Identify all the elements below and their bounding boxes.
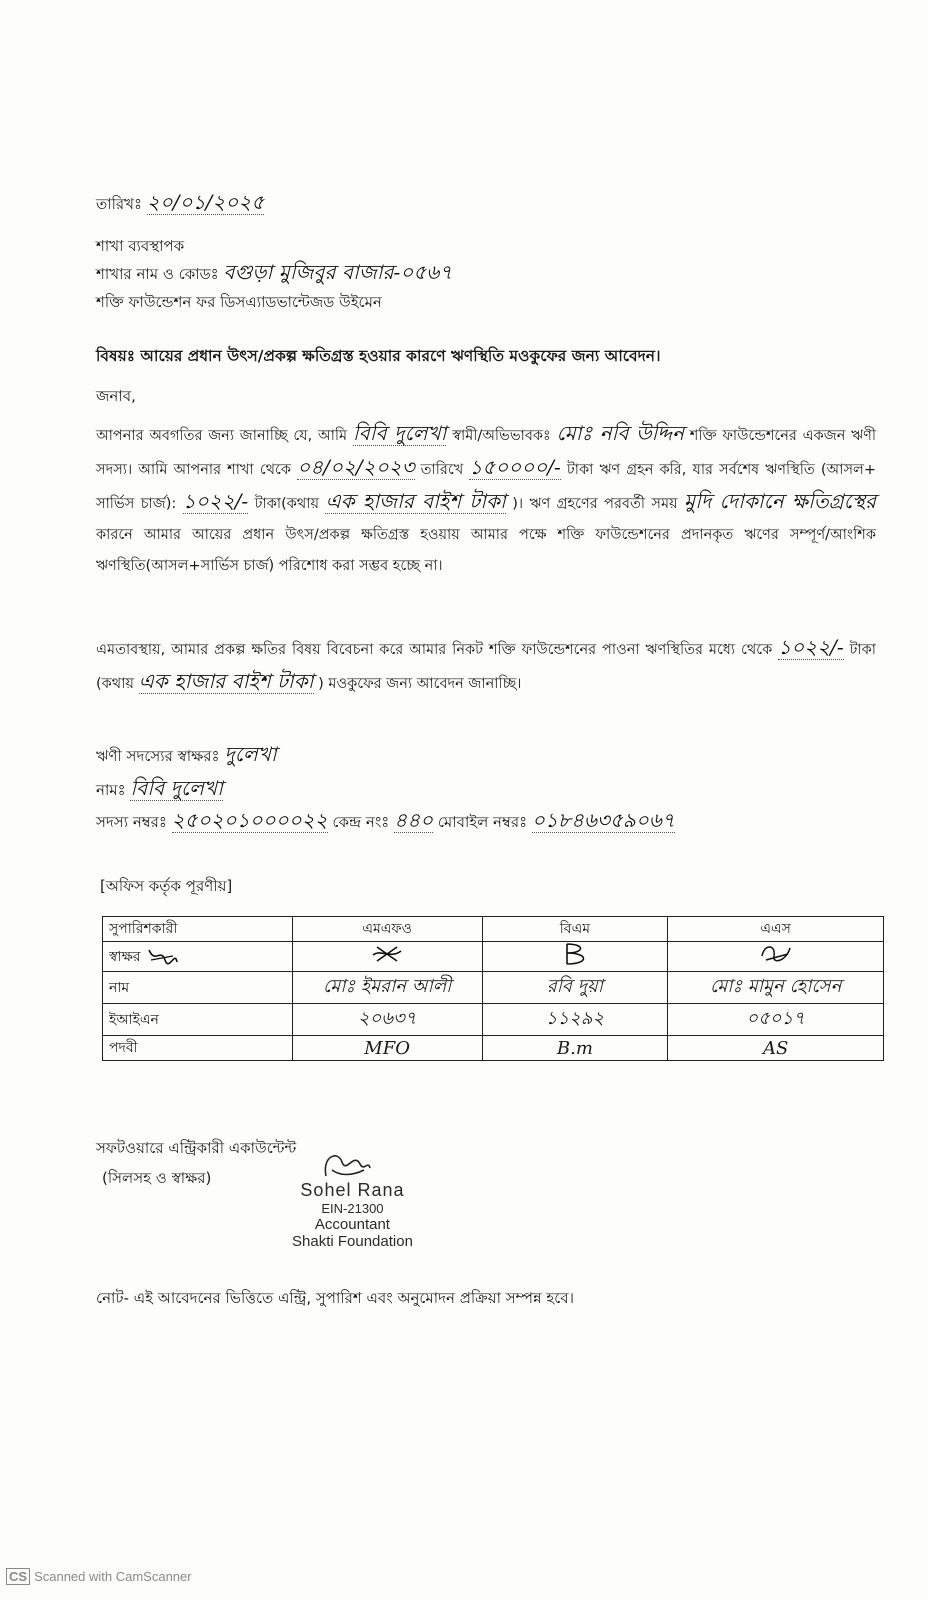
bm-ein: ১১২৯২ — [482, 1004, 668, 1036]
mfo-name: মোঃ ইমরান আলী — [292, 972, 482, 1004]
mfo-signature-mark — [367, 943, 407, 965]
loan-balance-words: এক হাজার বাইশ টাকা — [325, 489, 506, 513]
paragraph-2 — [96, 632, 876, 700]
row-label-designation: পদবী — [103, 1036, 293, 1061]
as-signature-mark — [756, 942, 796, 966]
guardian-name: মোঃ নবি উদ্দিন — [556, 421, 685, 445]
date-label: তারিখঃ — [96, 195, 142, 213]
p2-text-a: এমতাবস্থায়, আমার প্রকল্প ক্ষতির বিষয় বিবেচনা করে আমার নিকট শক্তি ফাউন্ডেশনের পাওনা ঋণস্থিতির মধ্যে থেকে — [96, 642, 773, 658]
date-line — [96, 192, 264, 214]
mobile-number: ০১৮৪৬৩৫৯০৬৭ — [531, 808, 675, 832]
member-name-label: নামঃ — [96, 781, 126, 799]
p1-text-b: স্বামী/অভিভাবকঃ — [452, 428, 551, 444]
camscanner-badge: CS — [6, 1568, 30, 1585]
paragraph-1 — [96, 418, 876, 582]
member-sign-label: ঋণী সদস্যের স্বাক্ষরঃ — [96, 747, 220, 765]
row-label-name: নাম — [103, 972, 293, 1004]
accountant-line: সফটওয়ারে এন্ট্রিকারী একাউন্টেন্ট — [96, 1139, 297, 1157]
row-label-signature — [103, 942, 293, 972]
table-row — [103, 1004, 884, 1036]
accountant-seal-note: (সিলসহ ও স্বাক্ষর) — [102, 1169, 212, 1187]
branch-label: শাখার নাম ও কোডঃ — [96, 265, 219, 283]
center-number: ৪৪০ — [394, 808, 434, 832]
seal-name: Sohel Rana — [300, 1180, 405, 1200]
bm-designation: B.m — [482, 1036, 668, 1061]
p1-text-c: শক্তি ফাউন্ডেশনের একজন ঋণী সদস্য। আমি আপনার শাখা থেকে — [96, 428, 877, 478]
scanner-watermark — [6, 1568, 192, 1585]
mfo-designation: MFO — [292, 1036, 482, 1061]
note-line: নোট- এই আবেদনের ভিত্তিতে এন্ট্রি, সুপারিশ এবং অনুমোদন প্রক্রিয়া সম্পন্ন হবে। — [96, 1289, 574, 1307]
p1-text-h: কারনে আমার আয়ের প্রধান উৎস/প্রকল্প ক্ষতিগ্রস্ত হওয়ায় আমার পক্ষে শক্তি ফাউন্ডেশনের প্রদানকৃত ঋণের সম্পূর্ণ/আংশিক ঋণস্থিতি(আসল+সার্ভিস চার্জ) পরিশোধ করা সম্ভব হচ্ছে না। — [96, 527, 876, 574]
member-id-line — [96, 810, 675, 832]
loan-amount: ১৫০০০০/- — [469, 455, 561, 479]
member-name: বিবি দুলেখা — [130, 776, 223, 800]
seal-ein: EIN-21300 — [321, 1201, 384, 1216]
p1-text-a: আপনার অবগতির জন্য জানাচ্ছি যে, আমি — [96, 428, 348, 444]
bm-name: রবি দুয়া — [482, 972, 668, 1004]
p2-text-c: ) মওকুফের জন্য আবেদন জানাচ্ছি। — [318, 676, 522, 692]
as-name: মোঃ মামুন হোসেন — [668, 972, 884, 1004]
signature-label-text: স্বাক্ষর — [109, 948, 141, 965]
member-sign-line — [96, 744, 277, 766]
as-signature — [668, 942, 884, 972]
mfo-ein: ২০৬৩৭ — [292, 1004, 482, 1036]
branch-line — [96, 262, 452, 284]
p1-text-f: টাকা(কথায় — [254, 496, 320, 512]
p1-text-d: তারিখে — [420, 462, 464, 478]
col-header-bm: বিএম — [482, 917, 668, 942]
col-header-as: এএস — [668, 917, 884, 942]
camscanner-text: Scanned with CamScanner — [34, 1569, 192, 1584]
date-value: ২০/০১/২০২৫ — [146, 190, 265, 214]
as-ein: ০৫০১৭ — [668, 1004, 884, 1036]
damage-reason: মুদি দোকানে ক্ষতিগ্রস্থের — [684, 489, 877, 513]
member-id-label: সদস্য নম্বরঃ — [96, 813, 167, 831]
col-header-mfo: এমএফও — [292, 917, 482, 942]
branch-value: বগুড়া মুজিবুর বাজার-০৫৬৭ — [223, 260, 453, 284]
seal-organization: Shakti Foundation — [292, 1233, 413, 1250]
recommendation-table — [102, 916, 884, 1061]
bm-signature — [482, 942, 668, 972]
seal-title: Accountant — [314, 1216, 390, 1233]
member-name-line — [96, 778, 223, 800]
mfo-signature — [292, 942, 482, 972]
mobile-label: মোবাইল নম্বরঃ — [437, 813, 528, 831]
table-row — [103, 917, 884, 942]
member-signature: দুলেখা — [224, 742, 277, 766]
salutation: জনাব, — [96, 387, 136, 405]
recipient-line: শাখা ব্যবস্থাপক — [96, 237, 185, 255]
office-section-title: [অফিস কর্তৃক পূরণীয়] — [100, 877, 233, 895]
p1-text-e: টাকা ঋণ গ্রহন করি, যার সর্বশেষ ঋণস্থিতি (আসল+ সার্ভিস চার্জ): — [96, 462, 876, 512]
bm-signature-mark — [555, 942, 595, 966]
loan-balance: ১০২২/- — [182, 489, 249, 513]
waive-amount: ১০২২/- — [778, 635, 844, 659]
organization-line: শক্তি ফাউন্ডেশন ফর ডিসএ্যাডভান্টেজড উইমেন — [96, 293, 382, 311]
p1-text-g: )। ঋণ গ্রহণের পরবর্তী সময় — [512, 496, 678, 512]
center-label: কেন্দ্র নংঃ — [332, 813, 390, 831]
accountant-seal — [292, 1180, 413, 1250]
subject-line: বিষয়ঃ আয়ের প্রধান উৎস/প্রকল্প ক্ষতিগ্রস্ত হওয়ার কারণে ঋণস্থিতি মওকুফের জন্য আবেদন। — [96, 347, 661, 365]
table-row — [103, 1036, 884, 1061]
p2-text-b: টাকা (কথায় — [96, 642, 876, 692]
row-label-recommender: সুপারিশকারী — [103, 917, 293, 942]
table-row — [103, 942, 884, 972]
row-label-ein: ইআইএন — [103, 1004, 293, 1036]
waive-amount-words: এক হাজার বাইশ টাকা — [138, 669, 314, 693]
recommender-signature-mark — [145, 946, 179, 968]
table-row — [103, 972, 884, 1004]
member-id: ২৫০২০১০০০০২২ — [171, 808, 328, 832]
as-designation: AS — [668, 1036, 884, 1061]
loan-date: ০৪/০২/২০২৩ — [297, 455, 415, 479]
applicant-name: বিবি দুলেখা — [352, 421, 447, 445]
